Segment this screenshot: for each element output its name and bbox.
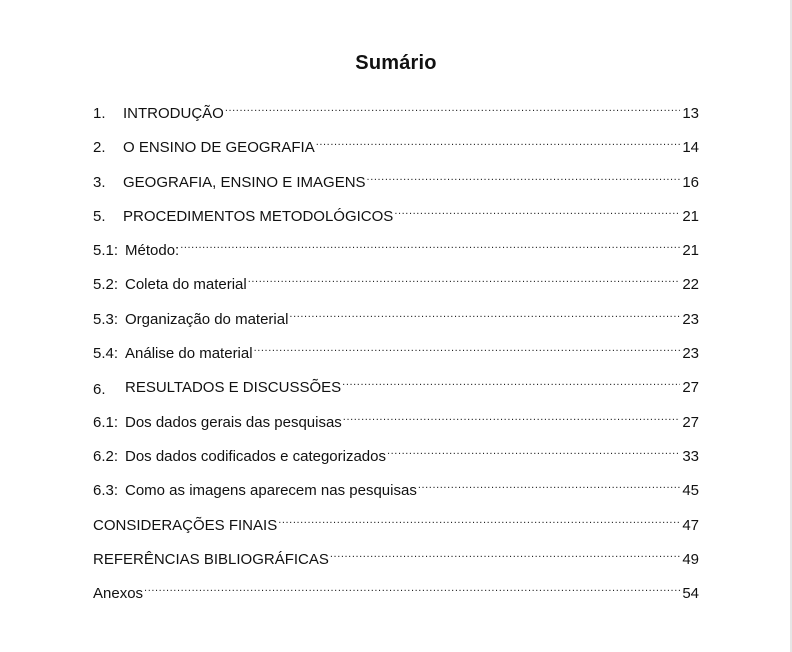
toc-entry-page: 47 bbox=[682, 516, 699, 534]
toc-entry-label: Dos dados codificados e categorizados bbox=[125, 447, 386, 465]
toc-entry-page: 27 bbox=[682, 379, 699, 397]
toc-entry-number: 1. bbox=[93, 105, 106, 122]
toc-entry-page: 45 bbox=[682, 482, 699, 500]
toc-dot-leader bbox=[225, 94, 680, 118]
toc-entry-label: PROCEDIMENTOS METODOLÓGICOS bbox=[123, 207, 394, 225]
toc-entry-label: O ENSINO DE GEOGRAFIA bbox=[123, 139, 315, 157]
toc-entry-number: 5.1: bbox=[93, 242, 119, 260]
toc-dot-leader bbox=[342, 368, 680, 392]
toc-entry-page: 21 bbox=[682, 207, 699, 225]
table-of-contents bbox=[93, 94, 699, 608]
toc-entry-number: 6.1: bbox=[93, 413, 119, 431]
toc-entry-number: 5.4: bbox=[93, 345, 119, 363]
toc-entry-label: Coleta do material bbox=[125, 276, 247, 294]
toc-entry-label: Como as imagens aparecem nas pesquisas bbox=[125, 482, 417, 500]
toc-dot-leader bbox=[343, 403, 680, 427]
toc-entry bbox=[93, 163, 699, 197]
toc-entry-label: GEOGRAFIA, ENSINO E IMAGENS bbox=[123, 173, 366, 191]
toc-dot-leader bbox=[144, 574, 680, 598]
toc-dot-leader bbox=[180, 231, 680, 255]
toc-entry bbox=[93, 300, 699, 334]
toc-entry-number: 2. bbox=[93, 139, 106, 157]
toc-entry-label: REFERÊNCIAS BIBLIOGRÁFICAS bbox=[93, 550, 329, 568]
toc-entry-label: Organização do material bbox=[125, 310, 289, 328]
toc-entry bbox=[93, 540, 699, 574]
toc-entry-page: 54 bbox=[682, 585, 699, 603]
toc-dot-leader bbox=[289, 300, 680, 324]
toc-entry-label: Dos dados gerais das pesquisas bbox=[125, 413, 342, 431]
toc-dot-leader bbox=[248, 265, 680, 289]
toc-entry bbox=[93, 471, 699, 505]
toc-dot-leader bbox=[394, 197, 680, 221]
toc-entry-number: 5.3: bbox=[93, 310, 119, 328]
toc-dot-leader bbox=[418, 471, 680, 495]
toc-entry-label: CONSIDERAÇÕES FINAIS bbox=[93, 516, 278, 534]
toc-entry-page: 16 bbox=[682, 173, 699, 191]
toc-entry-page: 22 bbox=[682, 276, 699, 294]
toc-entry-number: 5.2: bbox=[93, 276, 119, 294]
toc-entry-page: 14 bbox=[682, 139, 699, 157]
toc-dot-leader bbox=[254, 334, 680, 358]
toc-entry-label: INTRODUÇÃO bbox=[123, 105, 224, 122]
toc-dot-leader bbox=[278, 506, 680, 530]
toc-dot-leader bbox=[387, 437, 680, 461]
toc-entry bbox=[93, 403, 699, 437]
toc-entry-page: 33 bbox=[682, 447, 699, 465]
toc-entry-label: Anexos bbox=[93, 585, 144, 603]
toc-entry bbox=[93, 231, 699, 265]
toc-entry-label: Método: bbox=[125, 242, 180, 260]
toc-entry-page: 49 bbox=[682, 550, 699, 568]
toc-entry bbox=[93, 368, 699, 402]
toc-entry-number: 3. bbox=[93, 173, 106, 191]
toc-entry-page: 23 bbox=[682, 345, 699, 363]
toc-entry bbox=[93, 197, 699, 231]
toc-entry bbox=[93, 437, 699, 471]
toc-entry bbox=[93, 506, 699, 540]
toc-entry-number: 6.2: bbox=[93, 447, 119, 465]
toc-entry-label: Análise do material bbox=[125, 345, 253, 363]
toc-dot-leader bbox=[316, 128, 680, 152]
toc-entry-number: 5. bbox=[93, 207, 106, 225]
toc-entry-label: RESULTADOS E DISCUSSÕES bbox=[125, 379, 342, 397]
toc-dot-leader bbox=[330, 540, 680, 564]
toc-dot-leader bbox=[367, 163, 680, 187]
toc-title: Sumário bbox=[355, 52, 437, 75]
toc-entry bbox=[93, 334, 699, 368]
toc-entry-number: 6.3: bbox=[93, 482, 119, 500]
toc-entry-number: 6. bbox=[93, 381, 106, 399]
toc-entry-page: 13 bbox=[682, 105, 699, 122]
toc-entry bbox=[93, 94, 699, 128]
toc-entry bbox=[93, 128, 699, 162]
toc-entry bbox=[93, 574, 699, 608]
toc-entry-page: 27 bbox=[682, 413, 699, 431]
toc-entry-page: 23 bbox=[682, 310, 699, 328]
toc-entry-page: 21 bbox=[682, 242, 699, 260]
toc-entry bbox=[93, 265, 699, 299]
